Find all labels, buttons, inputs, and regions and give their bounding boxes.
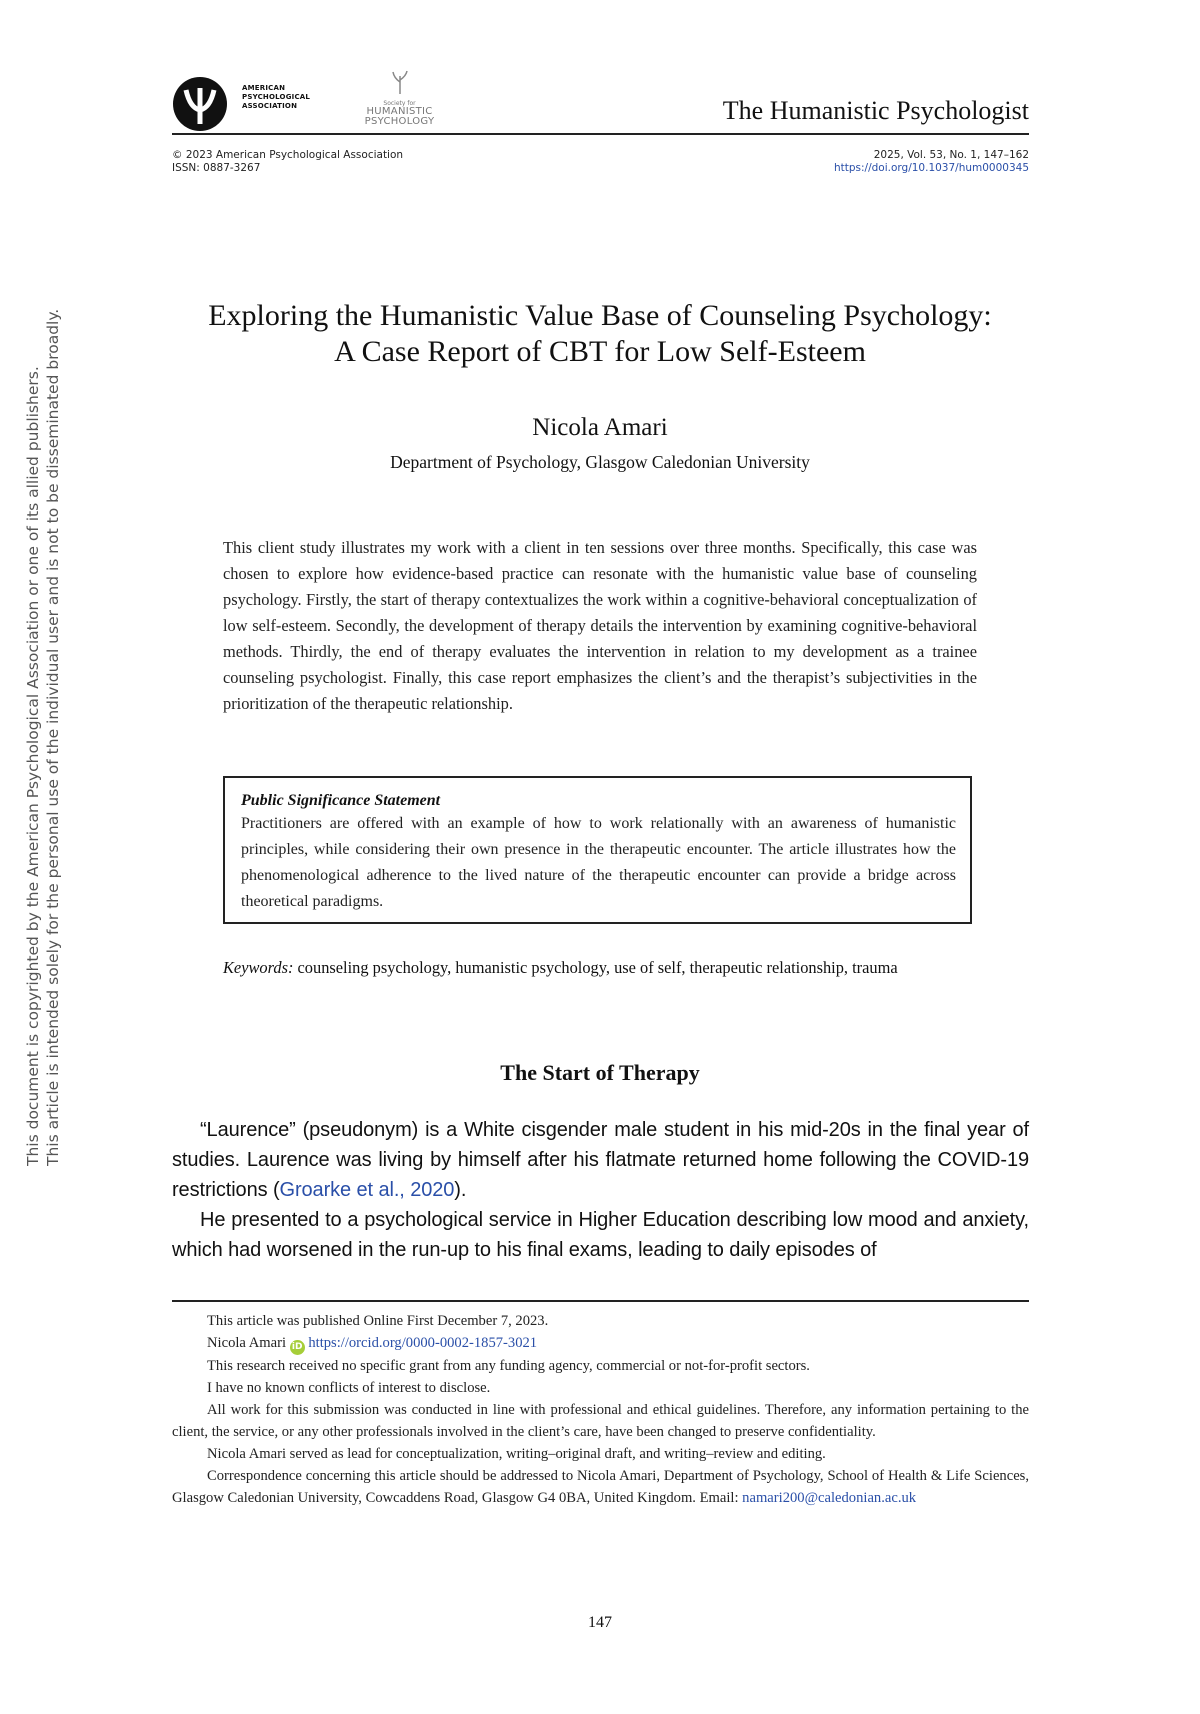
footnotes <box>172 1310 1029 1509</box>
doi-link[interactable]: https://doi.org/10.1037/hum0000345 <box>834 162 1029 174</box>
journal-title: The Humanistic Psychologist <box>722 96 1029 125</box>
author-name: Nicola Amari <box>532 414 668 441</box>
footnote-funding: This research received no specific grant from any funding agency, commercial or not-for-profit sectors. <box>207 1358 810 1374</box>
orcid-link[interactable]: https://orcid.org/0000-0002-1857-3021 <box>308 1335 538 1351</box>
orcid-icon[interactable]: iD <box>290 1340 305 1355</box>
journal-header <box>172 68 1029 136</box>
body-paragraph-2: He presented to a psychological service in Higher Education describing low mood and anxiety, which had worsened in the run-up to his final exams, leading to daily episodes of <box>172 1209 1029 1261</box>
apa-logo-icon <box>172 76 236 132</box>
article-title: Exploring the Humanistic Value Base of Counseling Psychology: A Case Report of CBT for Low Self-Esteem <box>208 299 992 368</box>
citation-link[interactable]: Groarke et al., 2020 <box>279 1179 455 1201</box>
section-heading: The Start of Therapy <box>500 1060 700 1085</box>
footnote-orcid: Nicola Amari iD https://orcid.org/0000-0002-1857-3021 <box>172 1332 1029 1355</box>
keywords-label: Keywords: <box>223 958 294 977</box>
page-number: 147 <box>588 1614 612 1631</box>
abstract: This client study illustrates my work with a client in ten sessions over three months. Specifically, this case was chosen to explore how evidence-based practice can resonate with the humanistic value base of counseling psychology. Firstly, the start of therapy contextualizes the work within a cognitive-behavioral conceptualization of low self-esteem. Secondly, the development of therapy details the intervention by examining cognitive-behavioral methods. Thirdly, the end of therapy evaluates the intervention in relation to my development as a trainee counseling psychologist. Finally, this case report emphasizes the client’s and the therapist’s subjectivities in the prioritization of the therapeutic relationship. <box>223 538 977 713</box>
copyright-line: © 2023 American Psychological Association <box>172 149 404 161</box>
body-paragraph-1: “Laurence” (pseudonym) is a White cisgender male student in his mid-20s in the final year of studies. Laurence was living by himself after his flatmate returned home following the COVID-19 restrictions (Groarke et al., 2020). <box>172 1119 1029 1201</box>
header-rule <box>172 133 1029 135</box>
publication-meta-right <box>834 149 1029 175</box>
footnote-published: This article was published Online First December 7, 2023. <box>207 1313 549 1329</box>
side-notice-line-1: This document is copyrighted by the American Psychological Association or one of its allied publishers. <box>24 366 42 1166</box>
public-significance-box <box>223 776 972 924</box>
footnote-correspondence: Correspondence concerning this article should be addressed to Nicola Amari, Department of Psychology, School of Health & Life Sciences, Glasgow Caledonian University, Cowcaddens Road, Glasgow G4 0BA, United Kingdom. Email: namari200@caledonian.ac.uk <box>172 1468 1029 1506</box>
keywords-list: counseling psychology, humanistic psychology, use of self, therapeutic relationship, trauma <box>297 958 898 977</box>
side-notice-line-2: This article is intended solely for the personal use of the individual user and is not to be disseminated broadly. <box>44 308 62 1166</box>
footnote-conflicts: I have no known conflicts of interest to disclose. <box>207 1380 491 1396</box>
volume-info: 2025, Vol. 53, No. 1, 147–162 <box>873 149 1029 161</box>
footnote-rule <box>172 1300 1029 1302</box>
shp-logo: Society for HUMANISTIC PSYCHOLOGY <box>357 68 442 130</box>
publication-meta-left <box>172 149 403 175</box>
email-link[interactable]: namari200@caledonian.ac.uk <box>742 1490 917 1506</box>
public-significance-text: Practitioners are offered with an example of how to work relationally with an awareness of humanistic principles, while considering their own presence in the therapeutic encounter. The article illustrates how the phenomenological adherence to the lived nature of the therapeutic encounter can provide a bridge across theoretical paradigms. <box>241 815 956 910</box>
keywords <box>223 955 977 981</box>
public-significance-heading: Public Significance Statement <box>241 792 441 809</box>
author-affiliation: Department of Psychology, Glasgow Caledonian University <box>390 452 810 472</box>
sprout-icon <box>390 68 410 94</box>
footnote-ethics: All work for this submission was conducted in line with professional and ethical guidelines. Therefore, any information pertaining to the client, the service, or any other professionals involved in the client’s care, have been changed to preserve confidentiality. <box>172 1402 1029 1440</box>
issn-line: ISSN: 0887-3267 <box>172 162 261 174</box>
apa-logo-text: AMERICAN PSYCHOLOGICAL ASSOCIATION <box>242 84 311 110</box>
footnote-roles: Nicola Amari served as lead for conceptualization, writing–original draft, and writing–review and editing. <box>207 1446 826 1462</box>
